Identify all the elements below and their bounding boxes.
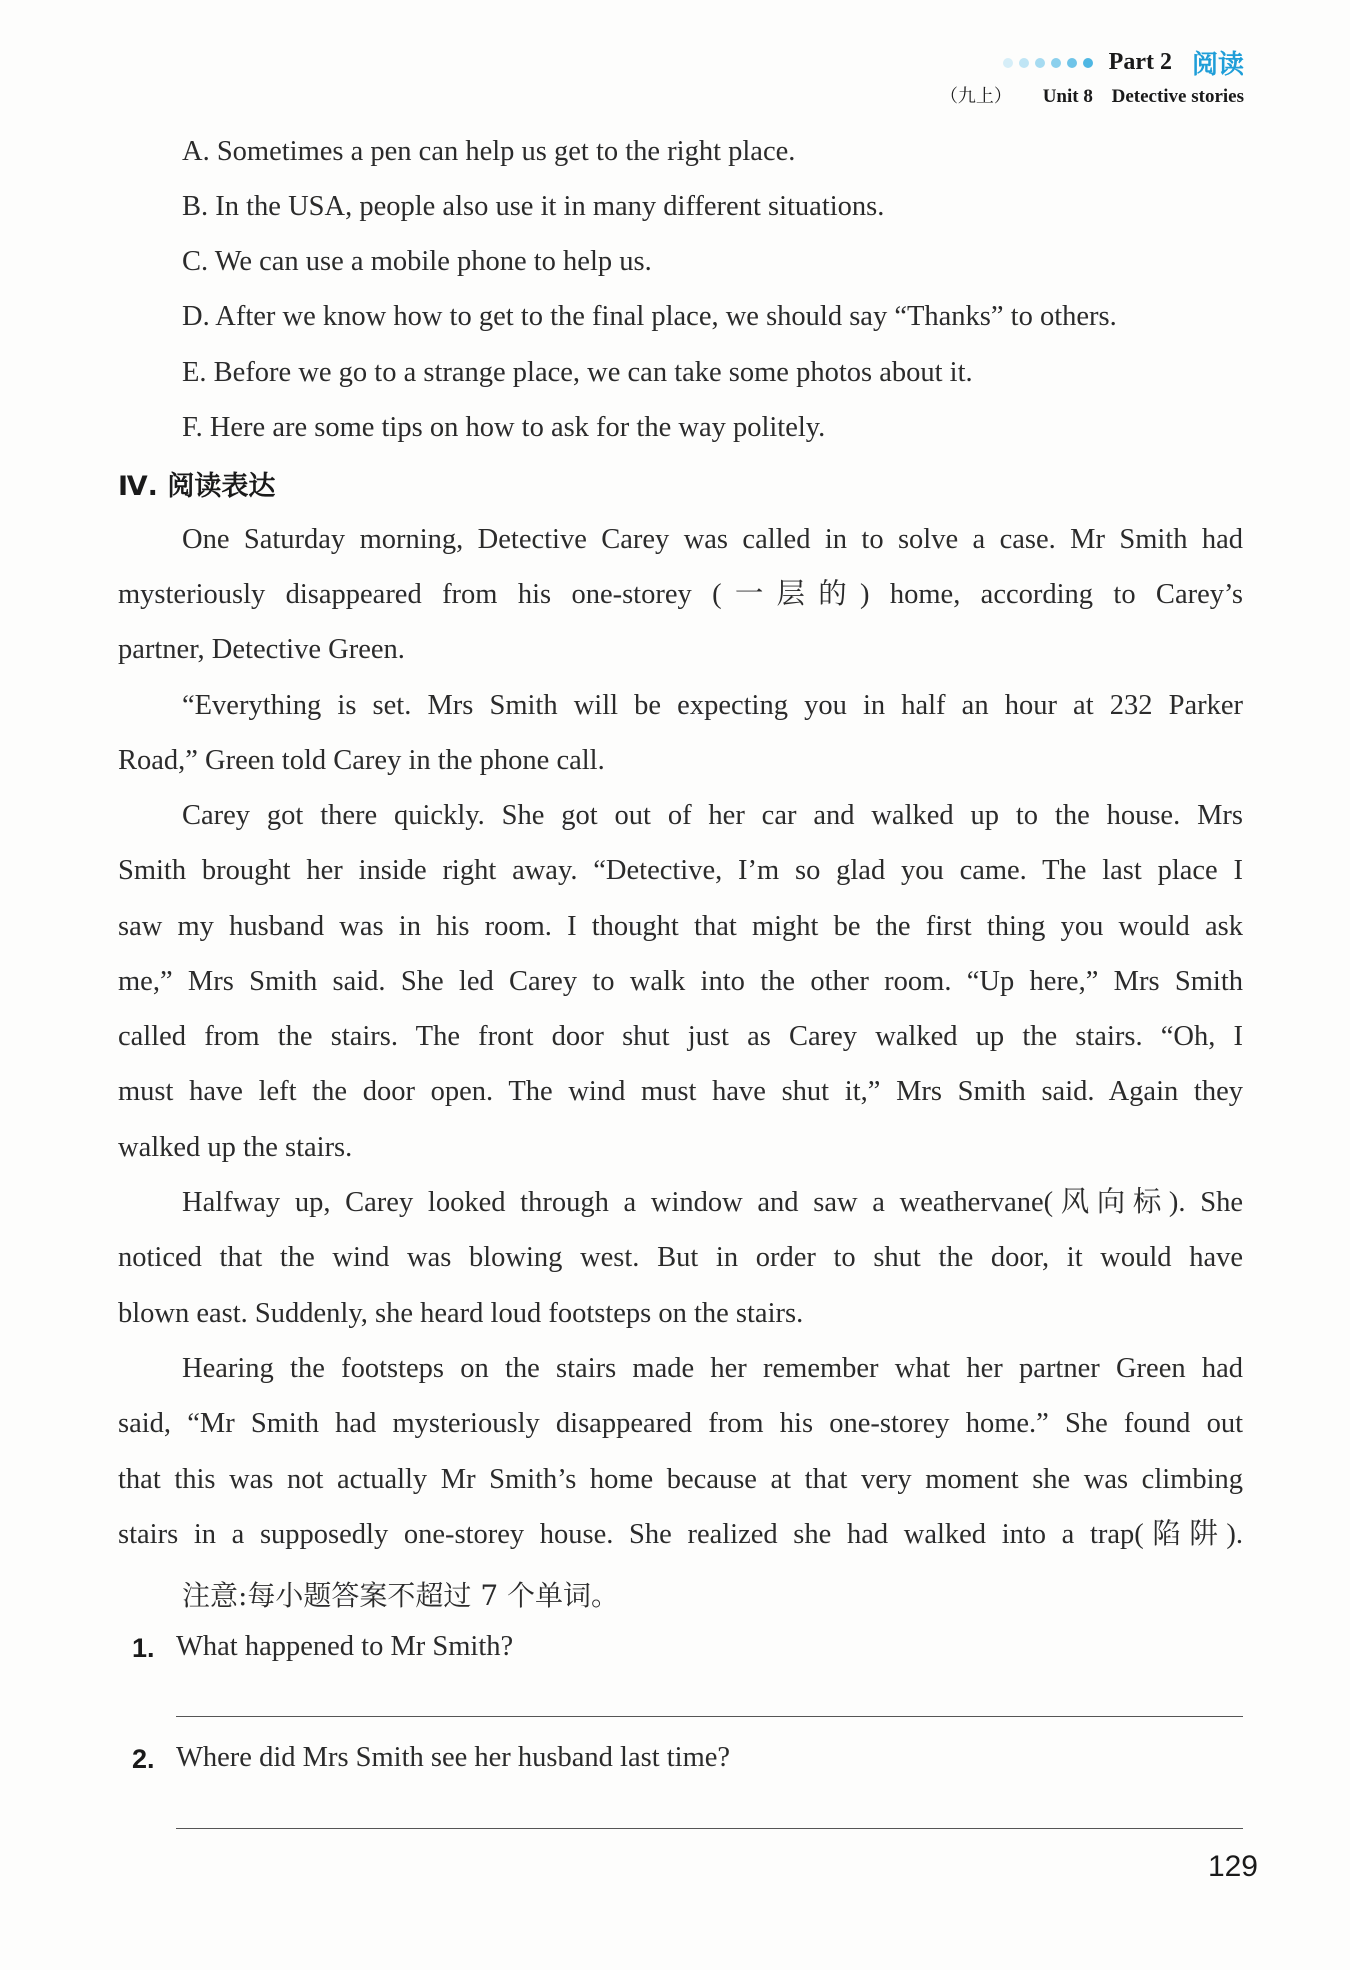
section-title: Ⅳ. 阅读表达: [118, 471, 276, 502]
running-header: [1003, 44, 1244, 81]
unit-header: [940, 82, 1244, 108]
answer-note: 注意:每小题答案不超过 7 个单词。: [182, 1579, 620, 1612]
passage-line: must have left the door open. The wind must have shut it,” Mrs Smith said. Again they: [118, 1076, 1243, 1107]
passage-line: One Saturday morning, Detective Carey was called in to solve a case. Mr Smith had: [182, 524, 1243, 555]
passage-line: partner, Detective Green.: [118, 634, 405, 665]
answer-line[interactable]: [176, 1828, 1243, 1829]
passage-line: Smith brought her inside right away. “Detective, I’m so glad you came. The last place I: [118, 855, 1243, 886]
passage-line: blown east. Suddenly, she heard loud footsteps on the stairs.: [118, 1298, 804, 1329]
passage-line: that this was not actually Mr Smith’s home because at that very moment she was climbing: [118, 1464, 1243, 1495]
passage-line: called from the stairs. The front door shut just as Carey walked up the stairs. “Oh, I: [118, 1021, 1243, 1052]
question-text: What happened to Mr Smith?: [176, 1631, 514, 1662]
passage-line: said, “Mr Smith had mysteriously disappeared from his one-storey home.” She found out: [118, 1408, 1243, 1439]
answer-line[interactable]: [176, 1716, 1243, 1717]
option-a: A. Sometimes a pen can help us get to the right place.: [182, 136, 796, 167]
option-b: B. In the USA, people also use it in many different situations.: [182, 191, 885, 222]
option-f: F. Here are some tips on how to ask for the way politely.: [182, 412, 826, 443]
unit-label: Unit 8: [1042, 86, 1093, 107]
passage-line: walked up the stairs.: [118, 1132, 353, 1163]
passage-line: mysteriously disappeared from his one-storey (一层的) home, according to Carey’s: [118, 579, 1243, 610]
question-text: Where did Mrs Smith see her husband last time?: [176, 1742, 731, 1773]
grade-label: （九上）: [939, 86, 1012, 107]
page-number: 129: [1207, 1850, 1258, 1883]
passage-line: me,” Mrs Smith said. She led Carey to walk into the other room. “Up here,” Mrs Smith: [118, 966, 1243, 997]
topic-label: Detective stories: [1111, 86, 1244, 107]
question-number: 2.: [132, 1744, 155, 1774]
part-label: Part 2: [1108, 49, 1172, 75]
passage-line: “Everything is set. Mrs Smith will be expecting you in half an hour at 232 Parker: [182, 690, 1243, 721]
option-e: E. Before we go to a strange place, we can take some photos about it.: [182, 357, 973, 388]
passage-line: stairs in a supposedly one-storey house. She realized she had walked into a trap(陷阱).: [118, 1519, 1243, 1550]
part-cn-label: 阅读: [1191, 50, 1244, 80]
passage-line: Halfway up, Carey looked through a window and saw a weathervane(风向标). She: [182, 1187, 1243, 1218]
decorative-dots-icon: [1003, 58, 1099, 68]
passage-line: saw my husband was in his room. I thought that might be the first thing you would ask: [118, 911, 1243, 942]
passage-line: Carey got there quickly. She got out of her car and walked up to the house. Mrs: [182, 800, 1243, 831]
passage-line: Road,” Green told Carey in the phone call.: [118, 745, 605, 776]
question-number: 1.: [132, 1633, 155, 1663]
passage-line: noticed that the wind was blowing west. But in order to shut the door, it would have: [118, 1242, 1243, 1273]
passage-line: Hearing the footsteps on the stairs made her remember what her partner Green had: [182, 1353, 1243, 1384]
option-c: C. We can use a mobile phone to help us.: [182, 246, 652, 277]
option-d: D. After we know how to get to the final place, we should say “Thanks” to others.: [182, 301, 1117, 332]
